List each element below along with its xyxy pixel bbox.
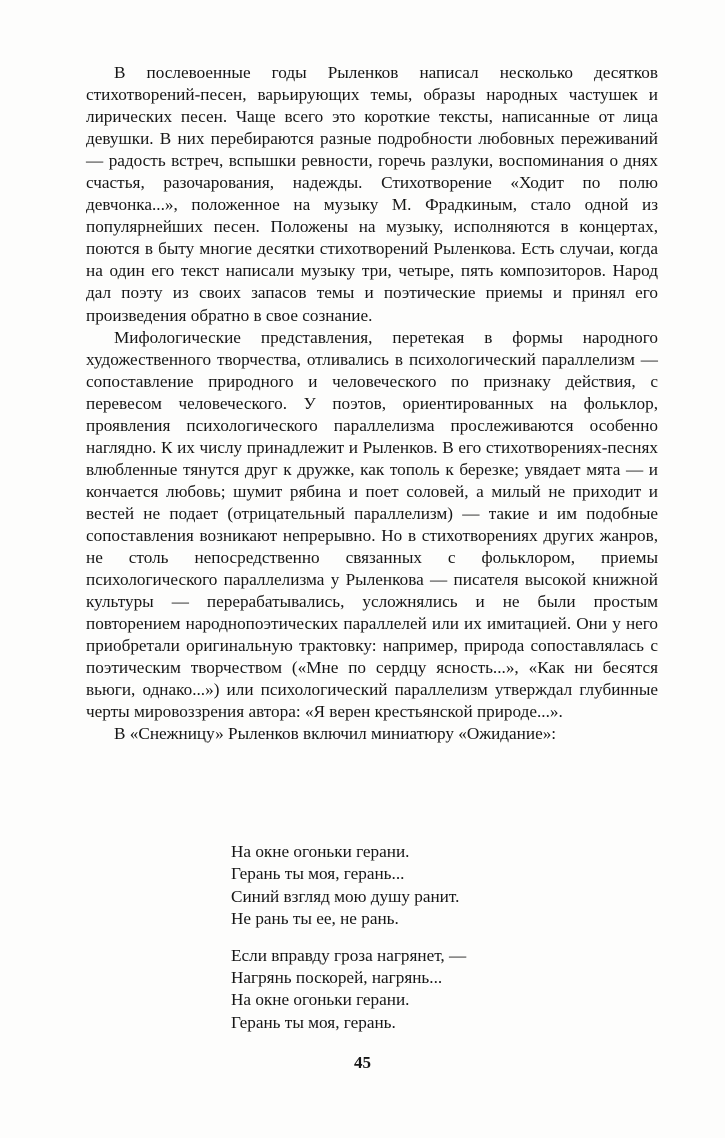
poem-line: Нагрянь поскорей, нагрянь... (231, 968, 443, 988)
poem-line: Герань ты моя, герань... (231, 864, 405, 884)
paragraph-postwar-songs: В послевоенные годы Рыленков написал несколько десятков стихотворений-песен, варьирующих темы, образы народных частушек и лирических песен. Чаще всего это короткие тексты, написанные от лица девушки. В них перебираются разные подробности любовных переживаний — радость встреч, вспышки ревности, горечь разлуки, воспоминания о днях счастья, разочарования, надежды. Стихотворение «Ходит по полю девчонка...», положенное на музыку М. Фрадкиным, стало одной из популярнейших песен. Положены на музыку, исполняются в концертах, поются в быту многие десятки стихотворений Рыленкова. Есть случаи, когда на один его текст написали музыку три, четыре, пять композиторов. Народ дал поэту из своих запасов темы и поэтические приемы и принял его произведения обратно в свое сознание. (86, 63, 658, 325)
poem-stanza-1 (231, 841, 466, 931)
poem-line: Герань ты моя, герань. (231, 1012, 396, 1032)
poem-line: Не рань ты ее, не рань. (231, 909, 399, 929)
poem-line: Если вправду гроза нагрянет, — (231, 945, 467, 965)
poem-line: На окне огоньки герани. (231, 990, 410, 1010)
body-text (86, 62, 658, 745)
poem-line: На окне огоньки герани. (231, 842, 410, 861)
poem-intro: В «Снежницу» Рыленков включил миниатюру «Ожидание»: (114, 724, 557, 744)
paragraph-psychological-parallelism: Мифологические представления, перетекая в формы народного художественного творчества, отливались в психологический параллелизм — сопоставление природного и человеческого по признаку действия, с перевесом человеческого. У поэтов, ориентированных на фольклор, проявления психологического параллелизма прослеживаются особенно наглядно. К их числу принадлежит и Рыленков. В его стихотворениях-песнях влюбленные тянутся друг к дружке, как тополь к березке; увядает мята — и кончается любовь; шумит рябина и поет соловей, а милый не приходит и вестей не подает (отрицательный параллелизм) — такие и им подобные сопоставления возникают непрерывно. Но в стихотворениях других жанров, не столь непосредственно связанных с фольклором, приемы психологического параллелизма у Рыленкова — писателя высокой книжной культуры — перерабатывались, усложнялись и не были простым повторением народнопоэтических параллелей или их имитацией. Они у него приобретали оригинальную трактовку: например, природа сопоставлялась с поэтическим творчеством («Мне по сердцу ясность...», «Как ни бесятся вьюги, однако...») или психологический параллелизм утверждал глубинные черты мировоззрения автора: «Я верен крестьянской природе...». (86, 327, 658, 722)
page-number: 45 (354, 1053, 371, 1072)
poem-line: Синий взгляд мою душу ранит. (231, 886, 460, 906)
poem-stanza-2 (231, 945, 466, 1035)
poem-ozhidanie (231, 841, 466, 1048)
